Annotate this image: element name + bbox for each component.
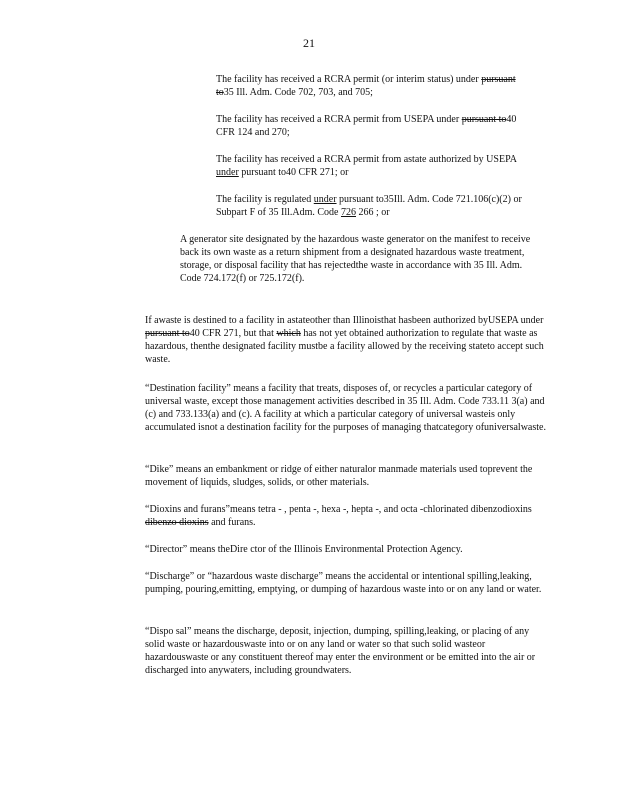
inserted-text: under [313,194,337,205]
page-number: 21 [303,36,315,50]
inserted-text: 726 [341,207,356,218]
paragraph-discharge [145,570,547,596]
deleted-text: pursuant to [461,114,507,125]
paragraph-text: A generator site designated by the hazardous waste generator on the manifest to receive back its own waste as a return shipment from a designated hazardous waste treatment, storage, or disposal facility that has rejectedthe waste in accordance with 35 Ill. Adm. Code 724.172(f) or 725.172(f). [180,234,531,284]
paragraph-text: pursuant to40 CFR 271; or [238,167,349,178]
paragraph-text: has not yet obtained authorization to regulate that waste as hazardous, thenthe designated facility mustbe a facility allowed by the receiving stateto accept such waste. [145,328,544,365]
paragraph-facility-regulated [216,193,532,219]
paragraph-generator-site [180,233,540,285]
paragraph-text: “Dispo sal” means the discharge, deposit, injection, dumping, spilling,leaking, or placing of any solid waste or hazardouswaste into or on any land or water so that such solid wasteor hazardouswaste or any constituent thereof may enter the environment or be emitted into the air or discharged into anywaters, including groundwaters. [145,626,536,676]
paragraph-dike [145,463,547,489]
paragraph-text: and furans. [208,517,256,528]
deleted-text: which [276,328,301,339]
paragraph-text: “Director” means theDire ctor of the Illinois Environmental Protection Agency. [145,544,463,555]
inserted-text: under [216,167,239,178]
paragraph-disposal [145,625,547,677]
paragraph-text: The facility has received a RCRA permit from USEPA under [216,114,462,125]
deleted-text: pursuant to [145,328,190,339]
paragraph-text: 266 ; or [356,207,390,218]
paragraph-destination-facility [145,382,547,434]
paragraph-text: The facility has received a RCRA permit (or interim status) under [216,74,482,85]
paragraph-director [145,543,547,556]
paragraph-text: The facility has received a RCRA permit from astate authorized by USEPA [216,154,517,165]
paragraph-text: “Destination facility” means a facility that treats, disposes of, or recycles a particular category of universal waste, except those management activities described in 35 Ill. Adm. Code 733.11 3(a) and (c) and 733.133(a) and (c). A facility at which a particular category of universal wasteis only accumulated isnot a destination facility for the purposes of managing thatcategory ofuniversalwaste. [145,383,546,433]
paragraph-rcra-permit-usepa [216,113,532,139]
deleted-text: dibenzo dioxins [145,517,209,528]
paragraph-text: 40 CFR 271, but that [189,328,277,339]
paragraph-dioxins-furans [145,503,547,529]
paragraph-rcra-permit-interim [216,73,532,99]
paragraph-text: If awaste is destined to a facility in astateother than Illinoisthat hasbeen authorized byUSEPA under [145,315,544,326]
paragraph-text: “Dike” means an embankment or ridge of either naturalor manmade materials used toprevent the movement of liquids, sludges, solids, or other materials. [145,464,533,488]
paragraph-text: “Dioxins and furans”means tetra - , penta -, hexa -, hepta -, and octa -chlorinated dibenzodioxins [145,504,532,515]
paragraph-rcra-permit-state [216,153,532,179]
paragraph-text: “Discharge” or “hazardous waste discharge” means the accidental or intentional spilling,leaking, pumping, pouring,emitting, emptying, or dumping of hazardous waste into or on any land or water. [145,571,542,595]
paragraph-waste-destined [145,314,547,366]
deleted-text: pursuant to [216,74,516,98]
paragraph-text: The facility is regulated [216,194,314,205]
paragraph-text: 40 CFR 124 and 270; [216,114,517,138]
paragraph-text: pursuant to35Ill. Adm. Code 721.106(c)(2) or Subpart F of 35 Ill.Adm. Code [216,194,522,218]
paragraph-text: 35 Ill. Adm. Code 702, 703, and 705; [223,87,373,98]
